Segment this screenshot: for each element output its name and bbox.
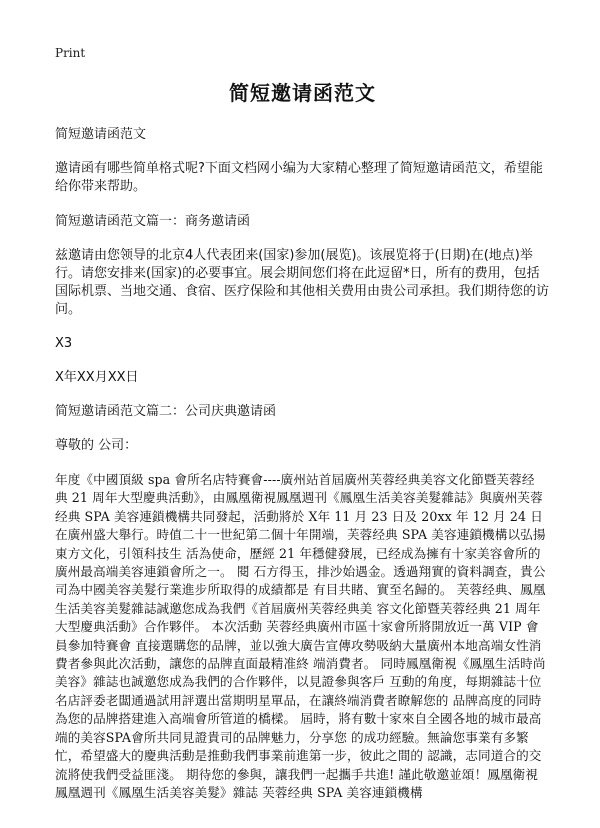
section1-body: 兹邀请由您领导的北京4人代表团来(国家)参加(展览)。该展览将于(日期)在(地点)举行。请您安排来(国家)的必要事宜。展会期间您们将在此逗留*日，所有的费用，包括国际机票、当地交通、食宿、医疗保险和其他相关费用由贵公司承担。我们期待您的访问。 — [55, 248, 550, 317]
signature-line: X3 — [55, 336, 73, 351]
intro-paragraph: 邀请函有哪些简单格式呢?下面文档网小编为大家精心整理了简短邀请函范文，希望能给你带来帮助。 — [55, 161, 543, 194]
document-title: 简短邀请函范文 — [229, 81, 376, 105]
date-line: X年XX月XX日 — [55, 370, 139, 385]
section1-heading: 简短邀请函范文篇一：商务邀请函 — [55, 214, 251, 229]
section2-heading: 简短邀请函范文篇二：公司庆典邀请函 — [55, 404, 277, 419]
section2-body: 年度《中國頂級 spa 會所名店特賽會----廣州站首屆廣州芙蓉经典美容文化節暨芙蓉经 典 21 周年大型慶典活動》，由鳳凰衛視鳳凰週刊《鳳凰生活美容美髮雜誌》與廣州芙蓉经典 SPA 美容連鎖機構共同發起，活動將於 X年 11 月 23 日及 20xx 年 12 月 24 日在廣州盛大舉行。時值二十一世紀第二個十年開端，芙蓉经典 SPA 美容連鎖機構以弘揚東方文化，引領科技生 活為使命，歷經 21 年穩健發展，已经成為擁有十家美容會所的廣州最高端美容連鎖會所之一。 閱 石方得玉，排沙始遇金。透過翔實的資料調查，貴公司為中國美容美髮行業進步所取得的成績都是 有目共睹、實至名歸的。 芙蓉经典、鳳凰生活美容美髮雜誌誠邀您成為我們《首屆廣州芙蓉经典美 容文化節暨芙蓉经典 21 周年大型慶典活動》合作夥伴。 本次活動 芙蓉经典廣州市區十家會所將開放近一萬 VIP 會員參加特賽會 直接選購您的品牌，並以強大廣告宣傳攻勢吸納大量廣州本地高端女性消費者參與此次活動，讓您的品牌直面最精准終 端消費者。 同時鳳凰衛視《鳳凰生活時尚美容》雜誌也誠邀您成為我們的合作夥伴，以見證參與客戶 互動的角度，每期雜誌十位名店評委老闆通過試用評選出當期明星單品，在讓終端消費者瞭解您的 品牌高度的同時為您的品牌搭建進入高端會所管道的橋樑。 屆時，將有數十家來自全國各地的城市最高端的美容SPA會所共同見證貴司的品牌魅力，分享您 的成功經驗。無論您事業有多繁忙，希望盛大的慶典活動是推動我們事業前進第一步，彼此之間的 認識，志同道合的交流將使我們受益匪淺。 期待您的參與，讓我們一起攜手共進! 謹此敬邀並頌！鳳凰衛視鳳凰週刊《鳳凰生活美容美髮》雜誌 芙蓉经典 SPA 美容連鎖機構 — [55, 472, 546, 800]
greeting-line: 尊敬的 公司： — [55, 438, 138, 453]
print-link[interactable]: Print — [55, 46, 86, 60]
document-subtitle: 简短邀请函范文 — [55, 127, 147, 142]
